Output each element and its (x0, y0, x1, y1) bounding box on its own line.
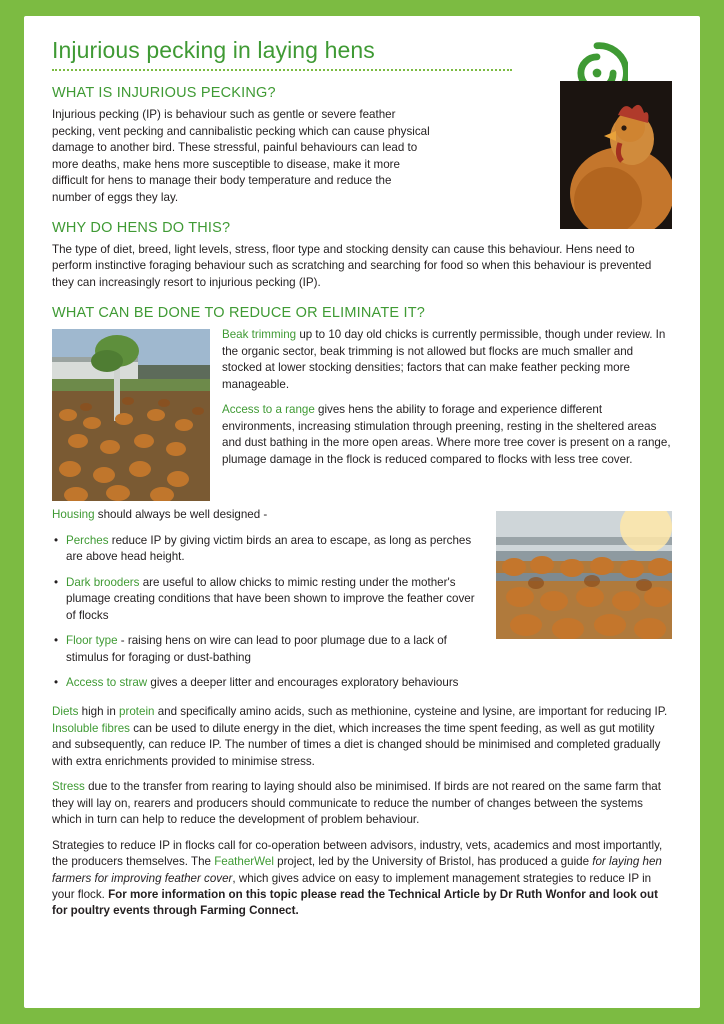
housing-photo-block (52, 507, 672, 700)
list-item (66, 633, 672, 666)
stress-body: due to the transfer from rearing to laying should also be minimised. If birds are not reared on the same farm that they will lay on, rearers and producers should communicate to reduce the number of changes between the systems which in turn can help to reduce the development of problem behaviour. (52, 780, 661, 827)
bullet-lead-access-to-straw: Access to straw (66, 676, 148, 689)
bullet-lead-dark-brooders: Dark brooders (66, 575, 140, 589)
section-heading-what-can-be-done: WHAT CAN BE DONE TO REDUCE OR ELIMINATE IT? (52, 305, 426, 322)
access-range-lead: Access to a range (222, 403, 315, 417)
diets-protein: protein (119, 705, 155, 719)
section-heading-why-do-hens-do-this: WHY DO HENS DO THIS? (52, 220, 231, 237)
final-part1: Strategies to reduce IP in flocks call for co-operation between advisors, industry, vets, academics and most importantly, the producers themselves. The (52, 838, 663, 869)
access-range-body: gives hens the ability to forage and experience different environments, increasing stimulation through preening, resting in the sheltered areas and dust bathing in the more open areas. Where more tree cover is present on a range, plumage damage in the flock is reduced compared to flocks with less tree cover. (222, 403, 671, 466)
bullet-body-perches: reduce IP by giving victim birds an area to escape, as long as perches are above head height. (66, 533, 472, 564)
beak-trimming-lead: Beak trimming (222, 328, 297, 342)
bullet-body-floor-type: - raising hens on wire can lead to poor plumage due to a lack of stimulus for foraging or dust-bathing (66, 634, 447, 664)
bullet-body-dark-brooders: are useful to allow chicks to mimic resting under the mother's plumage creating conditions that have been shown to improve the feather cover of flocks (66, 575, 475, 622)
diets-lead: Diets (52, 705, 79, 719)
bullet-lead-perches: Perches (66, 533, 109, 547)
free-range-flock-photo (52, 329, 210, 501)
section-heading-what-is-injurious-pecking: WHAT IS INJURIOUS PECKING? (52, 85, 276, 102)
beak-trimming-body: up to 10 day old chicks is currently permissible, though under review. In the organic sector, beak trimming is not allowed but flocks are much smaller and stocked at lower stocking densities; factors that can make feather pecking more manageable. (222, 328, 666, 391)
final-call-to-action: For more information on this topic please read the Technical Article by Dr Ruth Wonfor and look out for poultry events through Farming Connect. (52, 887, 658, 918)
paragraph-final (52, 838, 672, 920)
list-item (66, 575, 672, 624)
diets-mid1: high in (78, 705, 120, 719)
intro-section (52, 85, 672, 206)
bullet-body-access-to-straw: gives a deeper litter and encourages exploratory behaviours (147, 676, 459, 689)
diets-mid2: and specifically amino acids, such as methionine, cysteine and lysine, are important for reducing IP. (154, 705, 668, 719)
paragraph-diets (52, 704, 672, 770)
final-guide-title: for laying hen farmers for improving feather cover (52, 855, 662, 885)
final-part2: project, led by the University of Bristol, has produced a guide (273, 855, 593, 869)
title-divider (52, 69, 512, 71)
page-title: Injurious pecking in laying hens (52, 37, 375, 63)
housing-bullet-list (52, 533, 672, 692)
featherwel-link[interactable]: FeatherWel (214, 855, 274, 869)
leaflet-page (24, 16, 700, 1008)
bullet-lead-floor-type: Floor type (66, 634, 118, 648)
paragraph-what-is-injurious-pecking: Injurious pecking (IP) is behaviour such as gentle or severe feather pecking, vent pecking and cannibalistic pecking which can cause physical damage to another bird. These stressful, painful behaviours can lead to more deaths, make hens more susceptible to disease, make it more difficult for hens to manage their body temperature and reduce the number of eggs they lay. (52, 108, 430, 204)
hen-portrait-photo (560, 81, 672, 229)
stress-lead: Stress (52, 780, 85, 794)
paragraph-why-do-hens-do-this: The type of diet, breed, light levels, stress, floor type and stocking density can cause this behaviour. Hens need to perform instinctive foraging behaviour such as scratching and searching for food so when this behaviour is prevented they can increasingly resort to injurious pecking (IP). (52, 243, 652, 289)
diets-end: can be used to dilute energy in the diet, which increases the time spent feeding, as well as gut motility and subsequently, can reduce IP. The number of times a diet is changed should be minimised and completed gradually with extra enrichments provided to minimise stress. (52, 721, 661, 768)
range-photo-block (52, 327, 672, 507)
diets-insoluble-fibres: Insoluble fibres (52, 721, 130, 735)
housing-lead: Housing (52, 508, 95, 522)
paragraph-stress (52, 779, 672, 828)
list-item (66, 675, 672, 691)
list-item (66, 533, 672, 566)
final-part3: , which gives advice on easy to implement management strategies to reduce IP in your flock. (52, 871, 652, 901)
housing-body: should always be well designed - (94, 508, 268, 522)
